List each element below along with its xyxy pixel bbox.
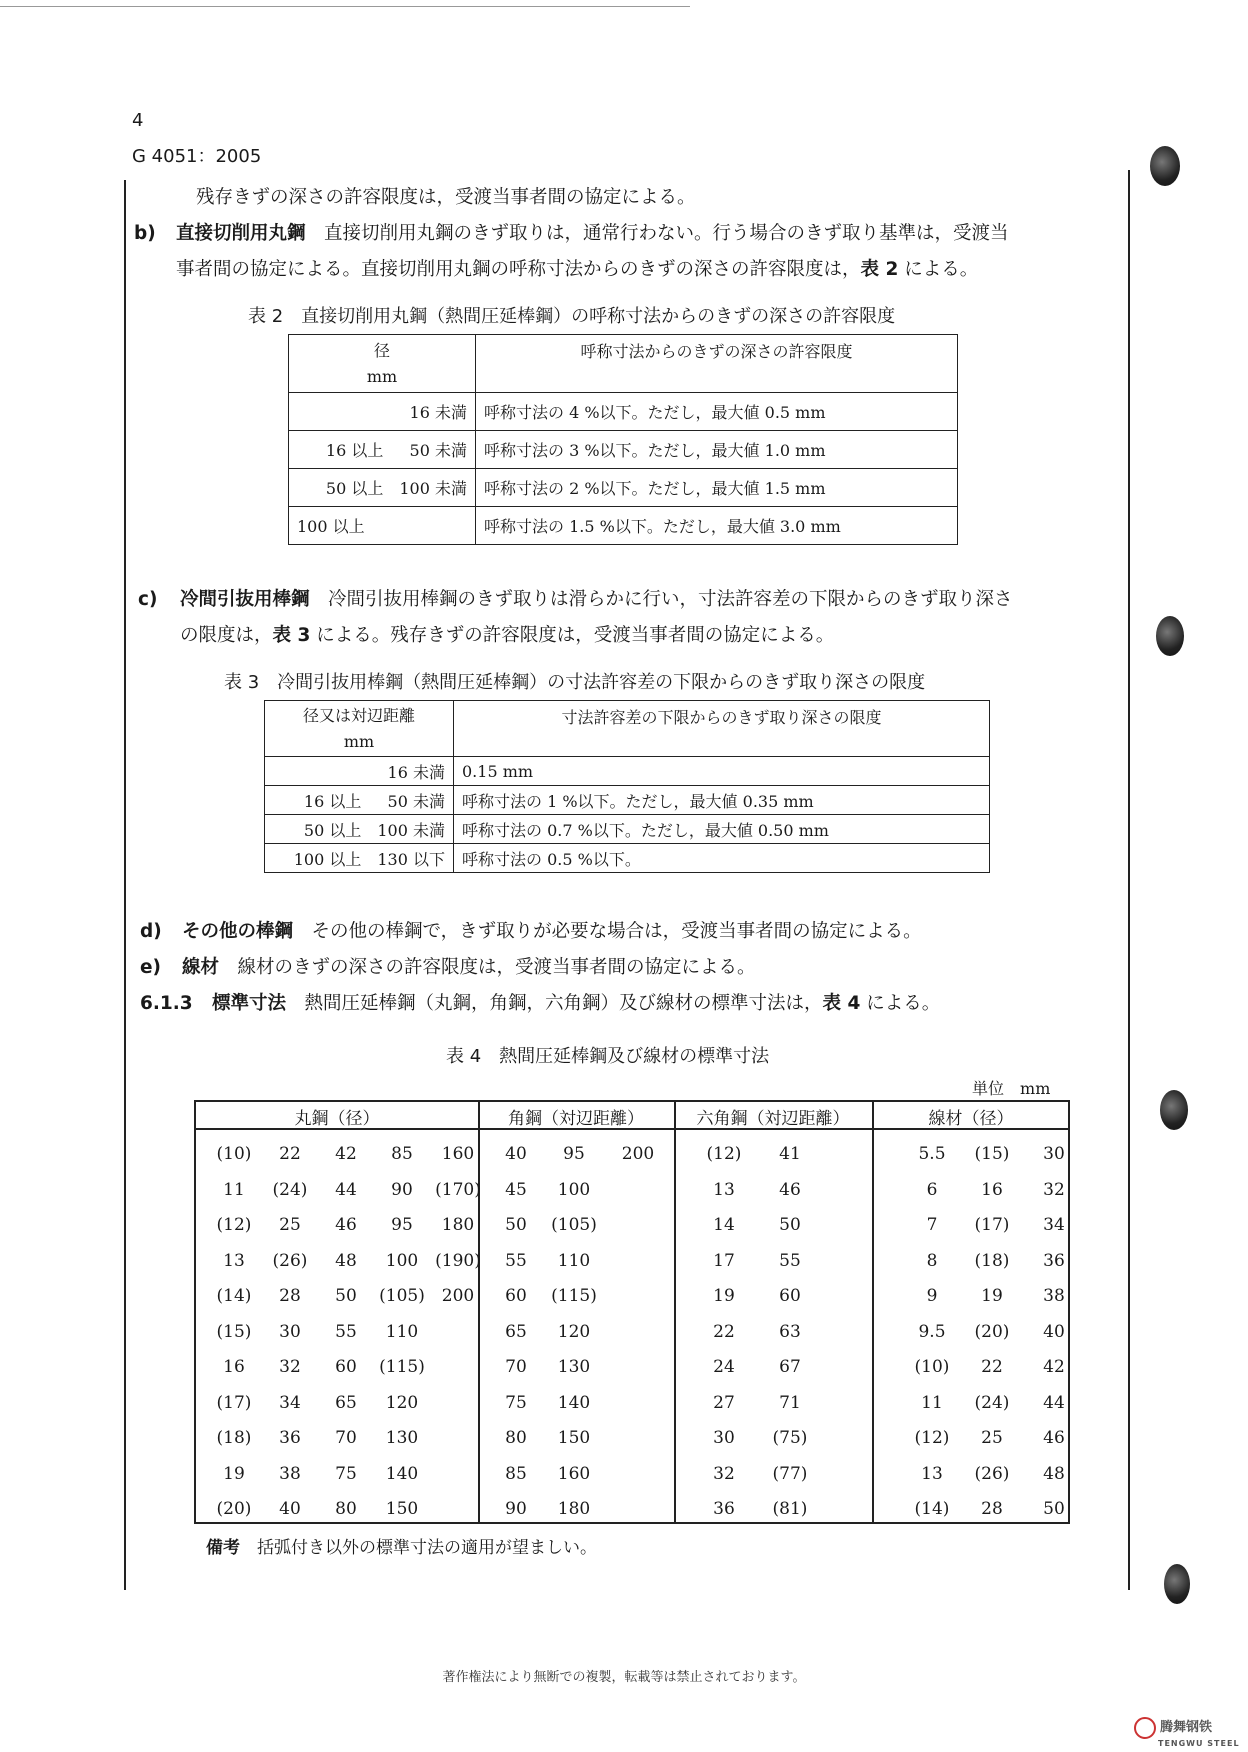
table4-cell-wire: (18)	[974, 1250, 1010, 1271]
table4-cell-wire: (14)	[914, 1499, 950, 1519]
table4-cell-round: 150	[385, 1499, 419, 1519]
table4-cell-wire: 16	[981, 1179, 1003, 1200]
table4-cell-round: 160	[441, 1144, 475, 1164]
table4-cell-round: 13	[223, 1250, 245, 1271]
binder-hole	[1156, 616, 1184, 656]
table4-cell-round: 40	[279, 1499, 301, 1519]
table-row: 50 以上 100 未満 呼称寸法の 0.7 %以下。ただし，最大値 0.50 mm	[265, 815, 990, 844]
table4-header-square: 角鋼（対辺距離）	[508, 1109, 644, 1129]
table4-cell-round: 80	[335, 1499, 357, 1519]
section-text: 熱間圧延棒鋼（丸鋼，角鋼，六角鋼）及び線材の標準寸法は，	[304, 993, 823, 1014]
table4-cell-wire: 28	[981, 1499, 1003, 1519]
table4-cell-round: 11	[223, 1179, 245, 1200]
table4-cell-square: (115)	[551, 1286, 597, 1306]
item-d-marker: d)	[140, 921, 162, 942]
table4-cell-round: 65	[335, 1392, 357, 1413]
table3-header-limit: 寸法許容差の下限からのきず取り深さの限度	[454, 701, 990, 757]
table4-cell-square: 100	[557, 1179, 591, 1200]
table2-header-size: 径 mm	[289, 335, 476, 393]
table4-cell-round: 19	[223, 1463, 245, 1484]
intro-paragraph	[196, 180, 696, 216]
table4-cell-round: (20)	[216, 1499, 252, 1519]
table4-cell-square: 95	[563, 1144, 585, 1164]
table4-cell-hexagon: 55	[779, 1250, 801, 1271]
table3-caption: 表 3 冷間引抜用棒鋼（熱間圧延棒鋼）の寸法許容差の下限からのきず取り深さの限度	[224, 672, 926, 693]
item-c-text2: の限度は，	[180, 625, 273, 646]
watermark-logo	[1134, 1716, 1240, 1748]
item-c	[138, 582, 1118, 654]
table4-cell-hexagon: 24	[713, 1357, 735, 1377]
table4-cell-round: 70	[335, 1428, 357, 1448]
table3-header-size: 径又は対辺距離 mm	[265, 701, 454, 757]
table4-cell-round: 95	[391, 1215, 413, 1235]
table4-cell-round: (26)	[272, 1250, 308, 1271]
table4-cell-wire: (17)	[974, 1215, 1010, 1235]
table4-cell-hexagon: (75)	[772, 1428, 808, 1448]
table3	[264, 700, 990, 873]
section-table-ref: 表 4	[822, 993, 861, 1014]
table4-cell-square: 130	[557, 1357, 591, 1377]
section-6-1-3	[140, 986, 940, 1022]
table4-cell-round: (14)	[216, 1286, 252, 1306]
logo-icon	[1134, 1717, 1156, 1739]
binder-hole	[1150, 146, 1180, 186]
table4-cell-wire: 9.5	[918, 1321, 946, 1342]
table4-header-wire: 線材（径）	[928, 1109, 1014, 1129]
section-text-end: による。	[860, 993, 941, 1014]
binder-hole	[1160, 1090, 1188, 1130]
table4-cell-wire: (15)	[974, 1144, 1010, 1164]
table4-cell-round: (10)	[216, 1144, 252, 1164]
table4-cell-square: (105)	[551, 1215, 597, 1235]
table2	[288, 334, 958, 545]
item-e-marker: e)	[140, 957, 162, 978]
table4-body	[196, 1102, 1068, 1522]
table4-cell-hexagon: 63	[779, 1321, 801, 1342]
table-row: 16 未満 呼称寸法の 4 %以下。ただし，最大値 0.5 mm	[289, 393, 958, 431]
table4-cell-square: 60	[505, 1286, 527, 1306]
table4-cell-square: 65	[505, 1321, 527, 1342]
table4-cell-round: 48	[335, 1250, 357, 1271]
table4	[194, 1100, 1070, 1524]
table4-cell-round: 140	[385, 1463, 419, 1484]
table4-cell-hexagon: 32	[713, 1463, 735, 1484]
table4-cell-wire: 34	[1043, 1215, 1065, 1235]
table4-cell-square: 90	[505, 1499, 527, 1519]
table4-cell-wire: 7	[926, 1215, 938, 1235]
table4-cell-wire: (20)	[974, 1321, 1010, 1342]
table2-caption: 表 2 直接切削用丸鋼（熱間圧延棒鋼）の呼称寸法からのきずの深さの許容限度	[248, 306, 896, 327]
table4-cell-round: 110	[385, 1321, 419, 1342]
table4-cell-round: (12)	[216, 1215, 252, 1235]
table4-header-hexagon: 六角鋼（対辺距離）	[696, 1109, 850, 1129]
unit-label: 単位	[972, 1079, 1005, 1098]
item-e-title: 線材	[182, 957, 220, 978]
table4-cell-wire: (24)	[974, 1392, 1010, 1413]
table4-caption: 表 4 熱間圧延棒鋼及び線材の標準寸法	[446, 1046, 770, 1067]
table4-cell-hexagon: 50	[779, 1215, 801, 1235]
copyright-notice: 著作権法により無断での複製，転載等は禁止されております。	[442, 1670, 806, 1685]
intro-text: 残存きずの深さの許容限度は，受渡当事者間の協定による。	[196, 187, 696, 208]
table4-cell-square: 150	[557, 1428, 591, 1448]
remark-text: 括弧付き以外の標準寸法の適用が望ましい。	[257, 1538, 597, 1558]
table4-cell-round: (24)	[272, 1179, 308, 1200]
section-title: 標準寸法	[212, 993, 287, 1014]
table4-cell-round: 50	[335, 1286, 357, 1306]
table4-cell-square: 45	[505, 1179, 527, 1200]
table4-cell-wire: 42	[1043, 1357, 1065, 1377]
table4-cell-square: 80	[505, 1428, 527, 1448]
table4-cell-round: 90	[391, 1179, 413, 1200]
table4-cell-hexagon: 30	[713, 1428, 735, 1448]
table4-cell-hexagon: 22	[713, 1321, 735, 1342]
table4-cell-wire: 48	[1043, 1463, 1065, 1484]
table4-cell-wire: 9	[926, 1286, 938, 1306]
item-c-table-ref: 表 3	[272, 625, 311, 646]
item-d	[140, 914, 922, 950]
table4-cell-wire: 32	[1043, 1179, 1065, 1200]
table4-cell-round: 38	[279, 1463, 301, 1484]
table4-cell-hexagon: 36	[713, 1499, 735, 1519]
logo-text: 腾舞钢铁	[1160, 1720, 1213, 1735]
table4-cell-wire: 38	[1043, 1286, 1065, 1306]
table4-cell-wire: 40	[1043, 1321, 1065, 1342]
table4-cell-hexagon: 19	[713, 1286, 735, 1306]
page-number: 4	[132, 110, 144, 131]
table4-cell-square: 50	[505, 1215, 527, 1235]
item-b-text2-end: による。	[898, 259, 979, 280]
table4-cell-round: 28	[279, 1286, 301, 1306]
table4-cell-hexagon: 71	[779, 1392, 801, 1413]
table2-header-limit: 呼称寸法からのきずの深さの許容限度	[476, 335, 958, 393]
table4-cell-hexagon: 13	[713, 1179, 735, 1200]
table4-cell-round: 32	[279, 1357, 301, 1377]
table-row: 16 以上 50 未満 呼称寸法の 3 %以下。ただし，最大値 1.0 mm	[289, 431, 958, 469]
item-b-title: 直接切削用丸鋼	[176, 223, 306, 244]
table4-cell-square: 85	[505, 1463, 527, 1484]
unit-value: mm	[1020, 1079, 1051, 1098]
table4-cell-wire: 30	[1043, 1144, 1065, 1164]
table4-cell-wire: 19	[981, 1286, 1003, 1306]
table-row: 16 以上 50 未満 呼称寸法の 1 %以下。ただし，最大値 0.35 mm	[265, 786, 990, 815]
table4-cell-round: 55	[335, 1321, 357, 1342]
table4-cell-round: 130	[385, 1428, 419, 1448]
item-d-title: その他の棒鋼	[182, 921, 294, 942]
item-c-text2-end: による。残存きずの許容限度は，受渡当事者間の協定による。	[310, 625, 835, 646]
table4-cell-round: 16	[223, 1357, 245, 1377]
table4-cell-round: (15)	[216, 1321, 252, 1342]
logo-subtext: TENGWU STEEL	[1158, 1738, 1240, 1748]
table-row: 50 以上 100 未満 呼称寸法の 2 %以下。ただし，最大値 1.5 mm	[289, 469, 958, 507]
item-b-text2: 事者間の協定による。直接切削用丸鋼の呼称寸法からのきずの深さの許容限度は，	[176, 259, 861, 280]
table4-cell-hexagon: 60	[779, 1286, 801, 1306]
table4-cell-wire: 6	[926, 1179, 938, 1200]
table4-cell-wire: 36	[1043, 1250, 1065, 1271]
item-c-title: 冷間引抜用棒鋼	[180, 589, 310, 610]
table4-cell-round: 34	[279, 1392, 301, 1413]
right-margin-line	[1128, 170, 1130, 1590]
table4-cell-wire: 13	[921, 1463, 943, 1484]
table-row: 16 未満 0.15 mm	[265, 757, 990, 786]
table-row: 100 以上 呼称寸法の 1.5 %以下。ただし，最大値 3.0 mm	[289, 507, 958, 545]
table4-cell-round: 85	[391, 1144, 413, 1164]
table4-cell-round: 100	[385, 1250, 419, 1271]
binder-hole	[1164, 1564, 1190, 1604]
table4-cell-hexagon: 67	[779, 1357, 801, 1377]
table4-cell-round: (18)	[216, 1428, 252, 1448]
table4-cell-round: (105)	[379, 1286, 425, 1306]
table4-cell-wire: (26)	[974, 1463, 1010, 1484]
table4-cell-square: 180	[557, 1499, 591, 1519]
table4-cell-square: 120	[557, 1321, 591, 1342]
table4-cell-square: 40	[505, 1144, 527, 1164]
table4-cell-square: 110	[557, 1250, 591, 1271]
table4-cell-hexagon: 41	[779, 1144, 801, 1164]
table4-cell-wire: 25	[981, 1428, 1003, 1448]
table4-cell-wire: 8	[926, 1250, 938, 1271]
table4-cell-square: 140	[557, 1392, 591, 1413]
table4-unit	[972, 1076, 1050, 1099]
table4-cell-wire: 46	[1043, 1428, 1065, 1448]
table4-cell-round: 44	[335, 1179, 357, 1200]
document-code: G 4051：2005	[132, 146, 262, 167]
table4-cell-round: 22	[279, 1144, 301, 1164]
table4-cell-round: 46	[335, 1215, 357, 1235]
table4-cell-round: 200	[441, 1286, 475, 1306]
item-e-text: 線材のきずの深さの許容限度は，受渡当事者間の協定による。	[237, 957, 756, 978]
table4-cell-wire: (10)	[914, 1357, 950, 1377]
table4-cell-wire: 50	[1043, 1499, 1065, 1519]
table4-cell-round: (190)	[435, 1250, 481, 1271]
table4-cell-hexagon: (12)	[706, 1144, 742, 1164]
item-b-table-ref: 表 2	[860, 259, 899, 280]
item-c-text1: 冷間引抜用棒鋼のきず取りは滑らかに行い，寸法許容差の下限からのきず取り深さ	[328, 589, 1013, 610]
table4-cell-round: 36	[279, 1428, 301, 1448]
top-rule	[0, 6, 690, 7]
table4-cell-square: 200	[621, 1144, 655, 1164]
table4-cell-hexagon: 27	[713, 1392, 735, 1413]
table4-header-round: 丸鋼（径）	[294, 1109, 380, 1129]
table4-cell-round: 120	[385, 1392, 419, 1413]
table4-cell-wire: 11	[921, 1392, 943, 1413]
item-c-marker: c)	[138, 589, 158, 610]
table4-cell-square: 75	[505, 1392, 527, 1413]
table4-cell-round: (17)	[216, 1392, 252, 1413]
table4-cell-round: (115)	[379, 1357, 425, 1377]
table4-cell-round: 25	[279, 1215, 301, 1235]
table4-cell-hexagon: (81)	[772, 1499, 808, 1519]
item-d-text: その他の棒鋼で，きず取りが必要な場合は，受渡当事者間の協定による。	[311, 921, 922, 942]
table4-cell-round: 42	[335, 1144, 357, 1164]
table4-cell-round: 30	[279, 1321, 301, 1342]
table4-cell-hexagon: 46	[779, 1179, 801, 1200]
table4-cell-round: 60	[335, 1357, 357, 1377]
table4-remark	[206, 1530, 597, 1566]
table4-cell-round: 75	[335, 1463, 357, 1484]
section-number: 6.1.3	[140, 993, 193, 1014]
table-row: 100 以上 130 以下 呼称寸法の 0.5 %以下。	[265, 844, 990, 873]
table4-cell-round: 180	[441, 1215, 475, 1235]
table4-cell-wire: 22	[981, 1357, 1003, 1377]
table4-cell-square: 160	[557, 1463, 591, 1484]
item-b-marker: b)	[134, 223, 156, 244]
table4-cell-square: 55	[505, 1250, 527, 1271]
item-b	[134, 216, 1114, 288]
remark-label: 備考	[206, 1538, 240, 1558]
table4-cell-hexagon: (77)	[772, 1463, 808, 1484]
table4-cell-hexagon: 14	[713, 1215, 735, 1235]
table4-cell-round: (170)	[435, 1179, 481, 1200]
item-e	[140, 950, 756, 986]
table4-cell-wire: (12)	[914, 1428, 950, 1448]
item-b-text1: 直接切削用丸鋼のきず取りは，通常行わない。行う場合のきず取り基準は，受渡当	[324, 223, 1009, 244]
table4-cell-square: 70	[505, 1357, 527, 1377]
left-margin-line	[124, 180, 126, 1590]
table4-cell-wire: 5.5	[918, 1144, 946, 1164]
table4-cell-hexagon: 17	[713, 1250, 735, 1271]
table4-cell-wire: 44	[1043, 1392, 1065, 1413]
